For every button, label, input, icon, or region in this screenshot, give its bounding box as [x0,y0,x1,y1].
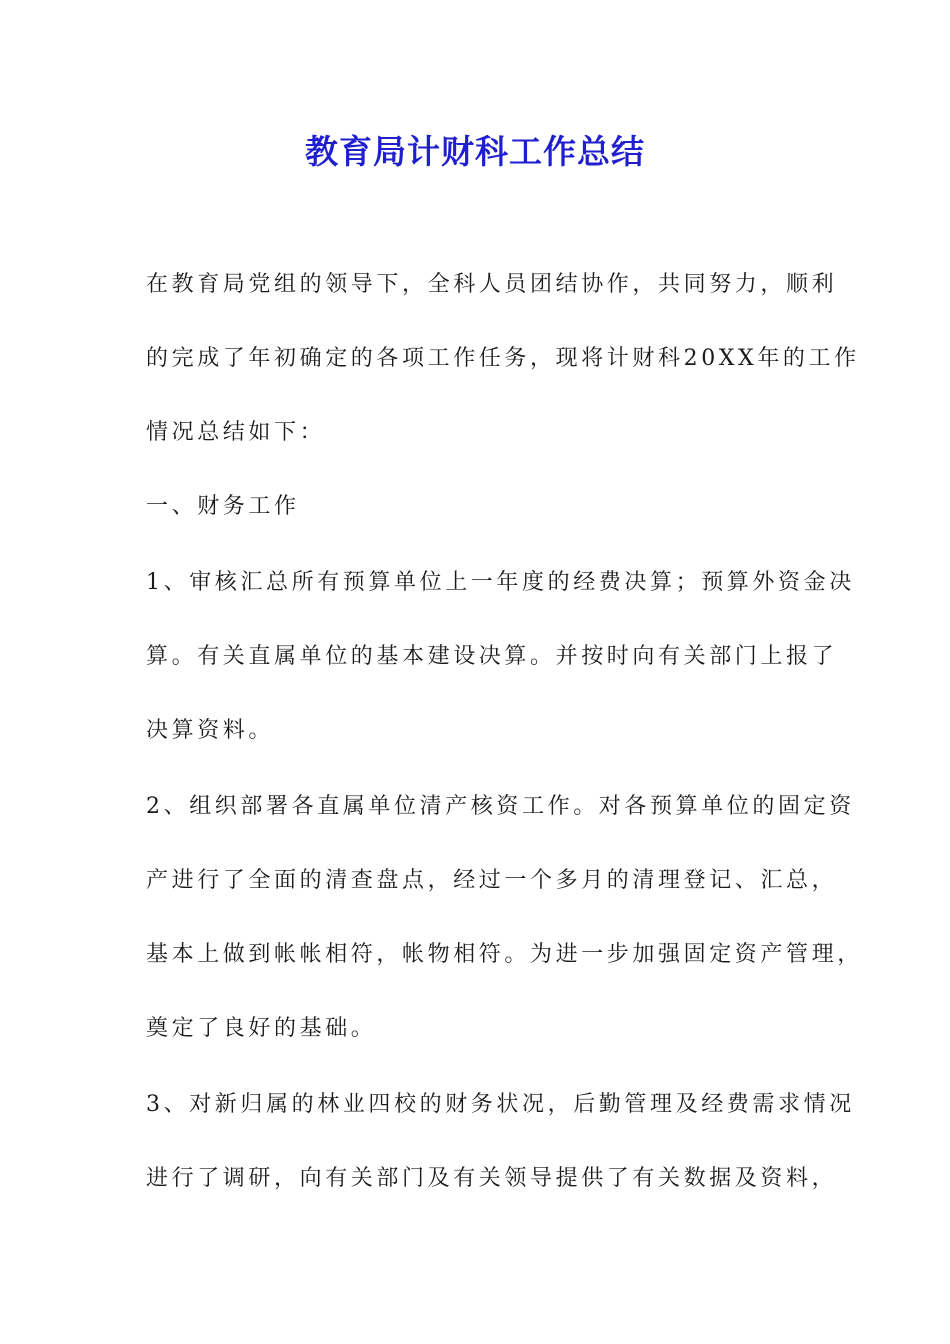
paragraph-line-item3-2: 进行了调研，向有关部门及有关领导提供了有关数据及资料， [146,1166,838,1191]
paragraph-line-item3-1: 3、对新归属的林业四校的财务状况，后勤管理及经费需求情况 [146,1092,855,1117]
section-heading-finance: 一、财务工作 [146,494,300,519]
paragraph-line-item1-2: 算。有关直属单位的基本建设决算。并按时向有关部门上报了 [146,644,838,669]
paragraph-line-item2-1: 2、组织部署各直属单位清产核资工作。对各预算单位的固定资 [146,794,855,819]
paragraph-line-item2-2: 产进行了全面的清查盘点，经过一个多月的清理登记、汇总， [146,868,838,893]
paragraph-line-intro-3: 情况总结如下： [146,420,326,445]
paragraph-line-item2-3: 基本上做到帐帐相符，帐物相符。为进一步加强固定资产管理， [146,942,863,967]
document-title: 教育局计财科工作总结 [305,132,645,171]
paragraph-line-intro-2: 的完成了年初确定的各项工作任务，现将计财科20XX年的工作 [146,346,860,371]
paragraph-line-intro-1: 在教育局党组的领导下，全科人员团结协作，共同努力，顺利 [146,272,838,297]
paragraph-line-item1-1: 1、审核汇总所有预算单位上一年度的经费决算；预算外资金决 [146,570,855,595]
paragraph-line-item2-4: 奠定了良好的基础。 [146,1016,377,1041]
paragraph-line-item1-3: 决算资料。 [146,718,275,743]
